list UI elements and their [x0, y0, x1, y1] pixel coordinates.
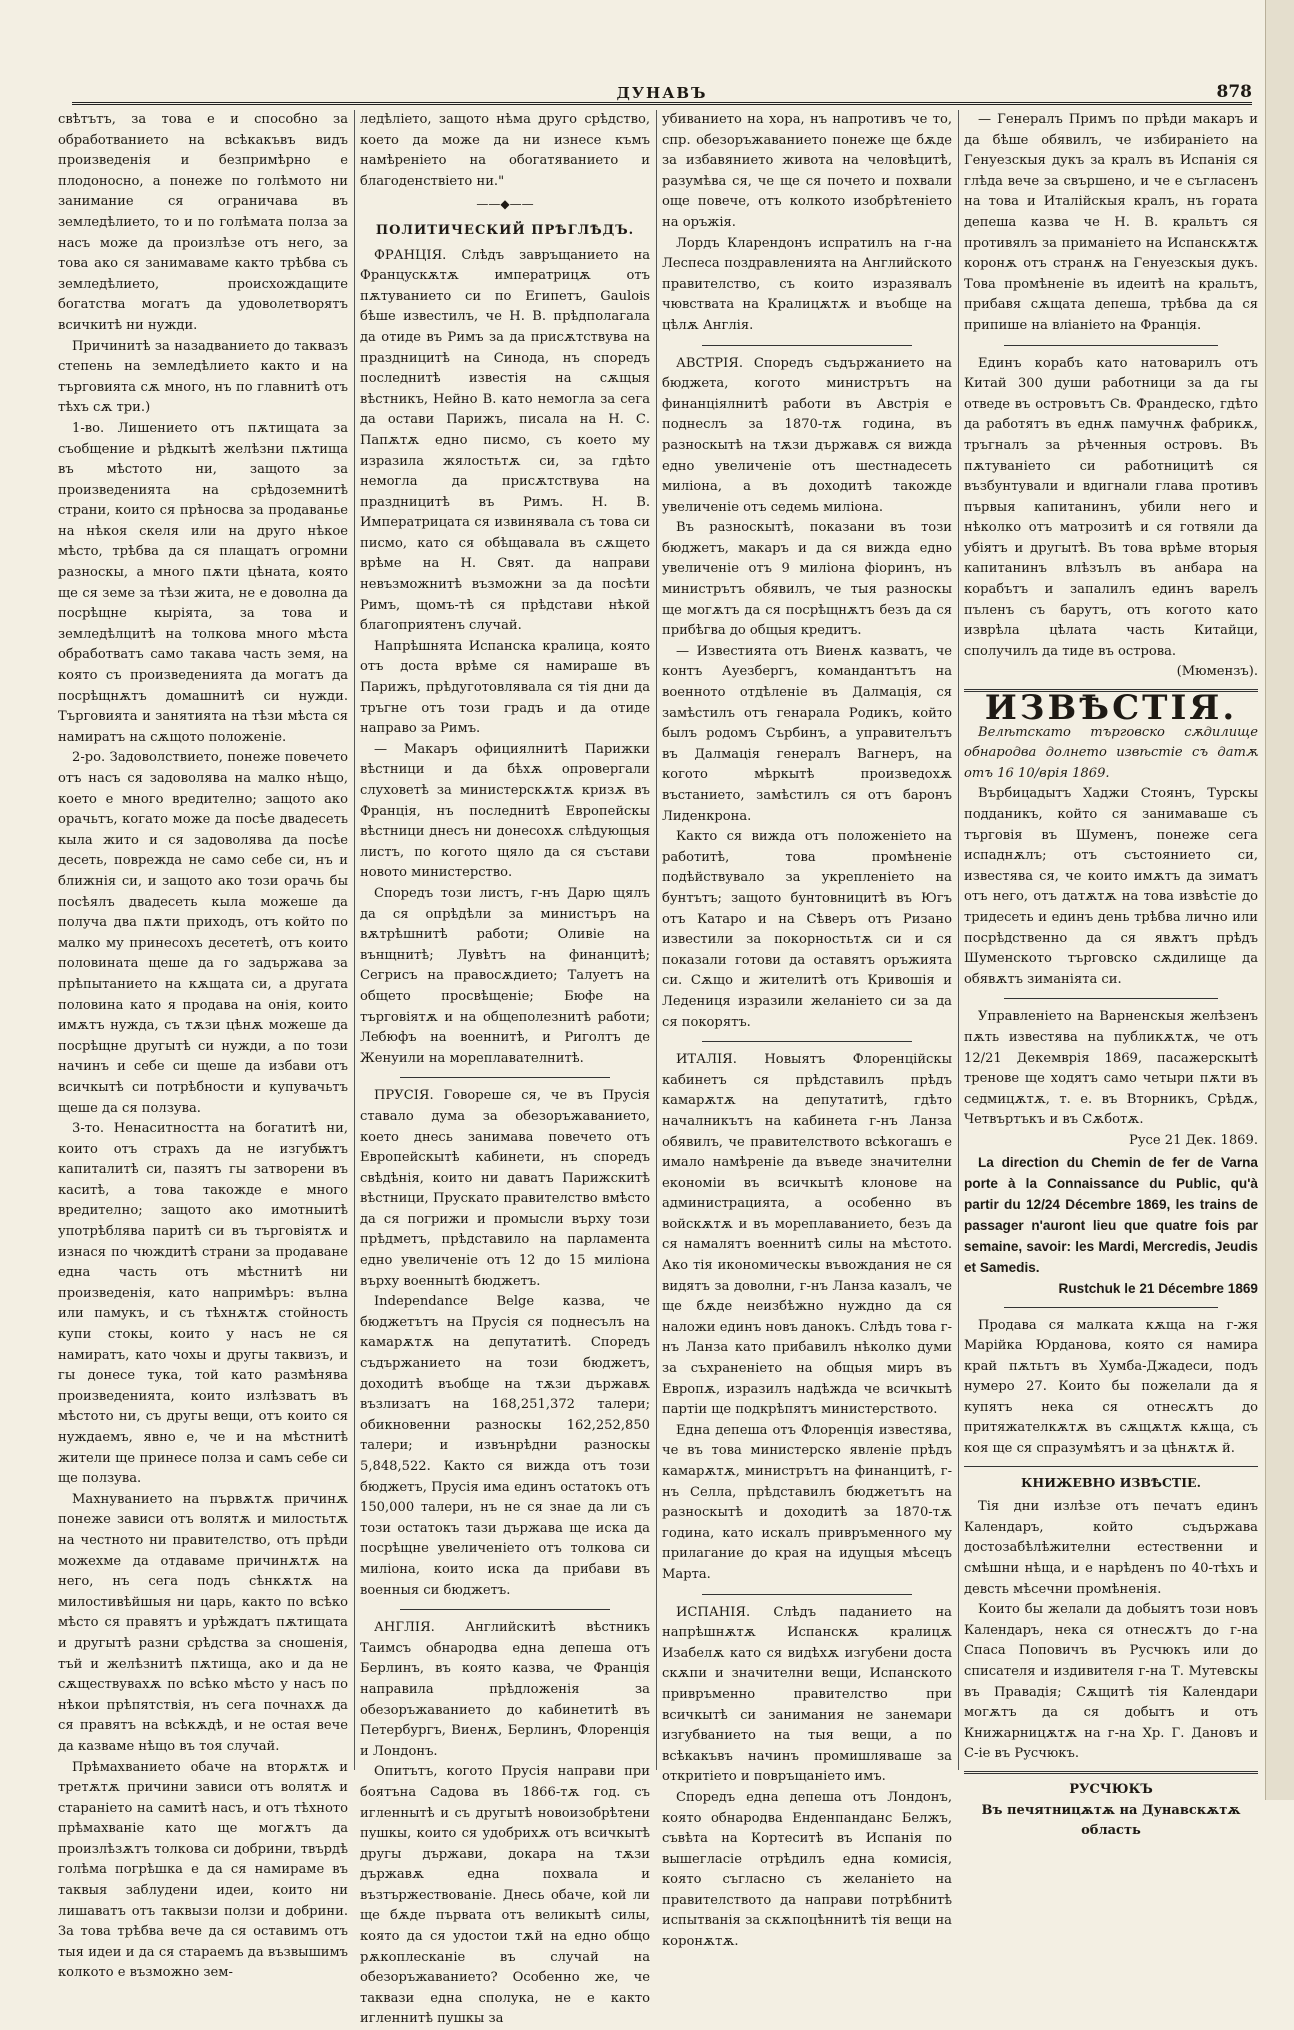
- french-notice: La direction du Chemin de fer de Varna porte à la Connaissance du Public, qu'à partir du 12/24 Décembre 1869, les trains de passager n'auront lieu que quatre fois par semaine, savoir: les Mardi, Mercredis, Jeudis et Samedis.: [964, 1154, 1258, 1275]
- divider: [702, 345, 912, 346]
- masthead: [72, 84, 1252, 106]
- double-divider: [964, 1771, 1258, 1774]
- paragraph: ФРАНЦІЯ. Слѣдъ завръщанието на Францускѫтѫ императрицѫ отъ пѫтуванието си по Египетъ, Gaulois бѣше известилъ, че Н. В. прѣдполагала да отиде въ Римъ за да присѫтствува на праздницитѣ на Синода, нъ споредъ последнитѣ известія на сѫщыя вѣстникъ, Нейно В. като немогла за сега да остави Парижъ, писала на Н. С. Папѫтѫ едно писмо, съ което му изразила жялостьтѫ си, за гдѣто немогла да присѫтствува на праздницитѣ въ Римъ. Н. В. Императрицата ся извинявала съ това си писмо, като ся обѣщавала въ сѫщето врѣме на Н. Свят. да направи невъзможнитѣ възможни за да посѣти Римъ, щомъ-тѣ ся прѣдстави нѣкой благоприятенъ случай.: [360, 247, 650, 634]
- paragraph: Въ разноскытѣ, показани въ този бюджетъ, макаръ и да ся вижда едно увеличеніе отъ 9 миліона фіоринъ, нъ министрътъ обявилъ, че тыя разноскы ще могѫтъ да ся посрѣщнѫтъ безъ да ся прибѣгва до общыя кредитъ.: [662, 520, 952, 639]
- paragraph: Както ся вижда отъ положеніето на работитѣ, това промѣненіе подѣйствувало за укрепленіето на бунтътъ; защото бунтовницитѣ въ Югъ отъ Катаро и на Сѣверъ отъ Ризано известили за покорностьтѫ си и ся показали готови да оставятъ оръжията си. Сѫщо и жителитѣ отъ Кривошія и Ледениця изразили желаніето си за да ся покорятъ.: [662, 829, 952, 1030]
- divider: [400, 1609, 610, 1610]
- news-heading: ИЗВѢСТІЯ.: [984, 688, 1238, 729]
- divider: [702, 1594, 912, 1595]
- paragraph: — Известията отъ Виенѫ казватъ, че контъ Ауезбергъ, командантътъ на военното отдѣленіе въ Далмація, ся замѣстилъ отъ генарала Родикъ, който былъ родомъ Сърбинъ, а управителътъ въ Далмація генералъ Вагнеръ, на когото мѣркытѣ произведохѫ въстанието, замѣстилъ ся отъ баронъ Лиденкрона.: [662, 643, 952, 824]
- paragraph: АНГЛІЯ. Английскитѣ вѣстникъ Таимсъ обнародва една депеша отъ Берлинъ, въ която казва, че Франція направила прѣдложенія за обезоръжаванието до кабинетитѣ въ Петербургъ, Виенѫ, Берлинъ, Флоренція и Лондонъ.: [360, 1620, 650, 1759]
- article-columns: [58, 110, 1258, 2027]
- column-2: [360, 110, 650, 2027]
- paragraph: Споредъ този листъ, г-нъ Дарю щялъ да ся опрѣдѣли за министъръ на вѫтрѣшнитѣ работи; Оливіе на вънщнитѣ; Лувѣтъ на финанцитѣ; Сегрисъ на правосѫдието; Талуетъ на общето просвѣщеніе; Бюфе на търговіятѫ и на общеполезнитѣ работи; Лебюфъ на военнитѣ, и Риголтъ де Женуили на мореплавателнитѣ.: [360, 885, 650, 1066]
- literary-notice-heading: КНИЖЕВНО ИЗВѢСТІЕ.: [1021, 1474, 1201, 1490]
- paragraph: ИСПАНІЯ. Слѣдъ паданието на напрѣшнѫтѫ Испанскѫ кралицѫ Изабелѫ като ся видѣхѫ изгубени доста скѫпи и значителни вещи, Испанското привръменно правителство при всичкытѣ си занимания не занемари изгубванието на тыя вещи, а по всѣкакъвъ начинъ промишляваше за откритіето и повръщаніето имъ.: [662, 1604, 952, 1785]
- paragraph: Махнуванието на първѫтѫ причинѫ понеже зависи отъ волятѫ и милостьтѫ на честното ни правителство, отъ прѣди можехме да отдаваме причинѫтѫ на него, нъ сега подъ сѣнкѫтѫ на милостивѣйшыя ни царь, както по всѣко мѣсто ся правятъ и урѣждатъ пѫтищата и другытѣ разни срѣдства за сношенія, тъй и желѣзнитѣ пѫтища, ако и да не сѫществувахѫ по всѣко мѣсто у насъ по нѣкои прѣпятствія, нъ сега почнахѫ да ся правятъ на всѣкѫдѣ, и не остая вече да казваме нѣщо въ тоя случай.: [58, 1491, 348, 1754]
- paragraph: ПРУСІЯ. Говореше ся, че въ Прусія ставало дума за обезоръжаванието, което днесь занимава повечето отъ Европейскытѣ кабинети, нъ споредъ свѣдѣнія, които ни даватъ Парижскитѣ вѣстници, Прускато правителство вмѣсто да ся погрижи и промысли върху този прѣдметъ, прѣдставило на парламента едно увеличеніе отъ 12 до 15 миліона върху военнытѣ бюджетъ.: [360, 1088, 650, 1289]
- notice-date: Русе 21 Дек. 1869.: [1129, 1132, 1258, 1148]
- column-1: [58, 110, 348, 1981]
- column-divider: [354, 110, 355, 1770]
- imprint-city: РУСЧЮКЪ: [1069, 1781, 1153, 1797]
- divider: [1004, 998, 1218, 999]
- paragraph: Единъ корабъ като натоварилъ отъ Китай 300 души работници за да гы отведе въ островътъ Св. Франдеско, гдѣто да работятъ въ еднѫ памучнѫ фабрикѫ, тръгналъ за рѣченныя островъ. Въ пѫтуваніето си работницитѣ ся възбунтували и вдигнали глава противъ първыя капитанинъ, убили него и нѣколко отъ матрозитѣ и ся готвяли да убіятъ и другытѣ. Въ това врѣме вторыя капитанинъ влѣзълъ въ анбара на корабътъ и запалилъ единъ варелъ пъленъ съ барутъ, отъ когото като изврѣла цѣлата часть Китайци, сполучилъ да тиде въ острова.: [964, 355, 1258, 659]
- paragraph: 1-во. Лишението отъ пѫтищата за съобщение и рѣдкытѣ желѣзни пѫтища въ мѣстото ни, защото за произведенията на срѣдоземнитѣ страни, които ся прѣносва за продаванье на нѣкоя скеля или на друго нѣкое мѣсто, трѣбва да ся плащатъ огромни разноскы, а много пѫти цѣната, която ще ся земе за тѣзи жита, не е доволна да посрѣщне кыріята, за това и земледѣлцитѣ на толкова много мѣста обработватъ само такава часть земя, на която съ произведенията да могатъ да посрѣщнѫтъ домашнитѣ си нужди. Търговията и занятията на тѣзи мѣста ся намиратъ на сѫщото положеніе.: [58, 420, 348, 745]
- paragraph: Които бы желали да добыятъ този новъ Календаръ, нека ся отнесѫтъ до г-на Спаса Поповичъ въ Русчюкъ или до списателя и издивителя г-на Т. Мутевскы въ Правадія; Сѫщитѣ тія Календари могѫтъ да ся добытъ и отъ Книжарницѫтѫ на г-на Хр. Г. Дановъ и С-іе въ Русчюкъ.: [964, 1602, 1258, 1762]
- paragraph: ИТАЛІЯ. Новыятъ Флоренційскы кабинетъ ся прѣдставилъ прѣдъ камарѫтѫ на депутатитѣ, гдѣто началникътъ на кабинета г-нъ Ланза обявилъ, че правителството всѣкогашъ е имало намѣреніе да въведе значителни економіи въ всичкытѣ клонове на администрацията, а особенно въ войскѫтѫ и въ мореплаванието, безъ да ся намалятъ военнитѣ силы на мѣстото. Ако тія икономическы въвождания не ся видятъ за доволни, г-нъ Ланза казалъ, че ще бѫде неизбѣжно нуждно да ся наложи единъ новъ данокъ. Слѣдъ това г-нъ Ланза като прибавилъ нѣколко думи за съхраненіето на общыя миръ въ Европѫ, изразилъ надѣжда че всичкытѣ партіи ще подкрѣпятъ министерството.: [662, 1052, 952, 1418]
- paragraph: Управленіето на Варненскыя желѣзенъ пѫть известява на публикѫтѫ, че отъ 12/21 Декемврія 1869, пасажерскытѣ тренове ще ходятъ само четыри пѫти въ седмицѫтѫ, т. е. въ Вторникъ, Срѣдѫ, Четвъртъкъ и въ Сѫботѫ.: [964, 1009, 1258, 1128]
- page-number: 878: [1216, 82, 1252, 102]
- paragraph: Лордъ Кларендонъ испратилъ на г-на Леспеса поздравленията на Английското правителство, съ които изразявалъ чювствата на Кралицѫтѫ и въобще на цѣлѫ Англія.: [662, 235, 952, 333]
- paragraph: Опитътъ, когото Прусія направи при боятъна Садова въ 1866-тѫ год. съ игленнытѣ и съ другытѣ новоизобрѣтени пушкы, които ся удобрихѫ отъ всичкытѣ другы държави, докара на тѫзи държавѫ една похвала и възтържествованіе. Днесь обаче, кой ли ще бѫде първата отъ великытѣ силы, която да ся удостои тѫй на едно общо рѫкоплесканіе въ случай на обезоръжаванието? Особенно же, че таквази една сполука, не е както игленнитѣ пушкы за: [360, 1764, 650, 2027]
- sale-notice: Продава ся малката кѫща на г-жя Марійка Юрданова, която ся намира край пѫтьтъ въ Хумба-Джадеси, подъ нумеро 27. Които бы пожелали да я купятъ нека ся отнесѫтъ до притяжателкѫтѫ въ сѫщѫтѫ кѫща, съ коя ще ся спразумѣятъ и за цѣнѫтѫ й.: [964, 1317, 1258, 1457]
- divider: [964, 1466, 1258, 1467]
- column-3: [662, 110, 952, 1950]
- paragraph: АВСТРІЯ. Споредъ съдържанието на бюджета, когото министрътъ на финанціялнитѣ работи въ Австрія е поднеслъ за 1870-тѫ година, въ разноскытѣ на тѫзи държавѫ ся вижда едно увеличеніе отъ шестнадесеть миліона, а въ доходитѣ такожде увеличеніе отъ седемь миліона.: [662, 355, 952, 515]
- newspaper-title: ДУНАВЪ: [616, 84, 708, 102]
- paragraph: Тія дни излѣзе отъ печатъ единъ Календаръ, който съдържава достозабѣлѣжителни естественни и смѣшни нѣща, и е нарѣденъ по 40-тѣхъ и девсть мѣсечни промѣненія.: [964, 1499, 1258, 1597]
- paragraph: Върбицадытъ Хаджи Стоянъ, Турскы подданикъ, който ся занимаваше съ търговія въ Шуменъ, понеже сега испаднѫлъ; отъ състоянието си, известява ся, че които имѫтъ да зиматъ отъ него, отъ датѫтѫ на това извѣстіе до тридесеть и единъ день трѣбва лично или посрѣдственно да ся явѫтъ прѣдъ Шуменското търговско сѫдилище да обявѫтъ зиманіята си.: [964, 786, 1258, 987]
- paragraph: Една депеша отъ Флоренція известява, че въ това министерско явленіе прѣдъ камарѫтѫ, министрътъ на финанцитѣ, г-нъ Селла, прѣдставилъ бюджетътъ на разноскытѣ и доходитѣ за 1870-тѫ година, като искалъ привръменного му прилагание до края на идущыя мѣсецъ Марта.: [662, 1422, 952, 1582]
- page-edge: [1265, 0, 1294, 1800]
- paragraph: ледѣліето, защото нѣма друго срѣдство, което да може да ни изнесе къмъ намѣреніето на обогатяванието и благоденствіето ни.": [360, 112, 650, 189]
- paragraph: Прѣмахванието обаче на вторѫтѫ и третѫтѫ причини зависи отъ волятѫ и стараніето на самитѣ насъ, и отъ тѣхното прѣмахваніе като ще могѫтъ да произлѣзѫтъ толкова си добрини, твърдѣ голѣма погрѣшка е да ся намираме въ таквыя заблудени идеи, които ни лишаватъ отъ таквызи ползи и добрини. За това трѣбва вече да ся оставимъ отъ тыя идеи и да ся стараемъ да възвышимъ колкото е възможно зем-: [58, 1759, 348, 1981]
- divider: [400, 1077, 610, 1078]
- column-4: [964, 110, 1258, 1839]
- divider: [1004, 1307, 1218, 1308]
- paragraph: — Макаръ официялнитѣ Парижки вѣстници и да бѣхѫ опровергали слуховетѣ за министерскѫтѫ кризѫ въ Франція, нъ последнитѣ Европейскы вѣстници днесъ ни донесохѫ слѣдующыя листъ, по когото щяло да ся състави новото министерство.: [360, 741, 650, 881]
- masthead-rule: [72, 102, 1252, 105]
- source-credit: (Мюмензъ).: [1176, 664, 1258, 680]
- paragraph: — Генералъ Примъ по прѣди макаръ и да бѣше обявилъ, че избираніето на Генуезскыя дукъ за кралъ въ Испанія ся глѣда вече за свършено, и че е съгласенъ на това и Италійскыя кралъ, нъ гората депеша казва че Н. В. кральтъ ся противялъ за приманіето на Испанскѫтѫ коронѫ отъ странѫ на Генуезскыя дукъ. Това промѣненіе въ идеитѣ на кральтъ, прибавя сѫщата депеша, трѣбва да ся припише на вліаніето на Франція.: [964, 112, 1258, 333]
- paragraph: 3-то. Ненаситността на богатитѣ ни, които отъ страхъ да не изгубѭтъ капиталитѣ си, пазятъ гы затворени въ каситѣ, а това такожде е много вредително; защото ако имотныитѣ употрѣблява паритѣ си въ търговіятѫ и изнася по чюждитѣ страни за продаване една часть отъ мѣстнитѣ ни произведенія, като напримѣръ: вълна или памукъ, и съ тѣхнѫтѫ стойность купи стокы, които у насъ не ся намиратъ, като чохы и другы таквизъ, и гы донесе тука, той като размѣнява произведенията, които излѣзватъ въ мѣстото ни, съ другы вещи, отъ които ся нуждаемъ, явно е, че и на мѣстнитѣ жители ще принесе полза и самъ себе си ще ползува.: [58, 1121, 348, 1487]
- imprint-press: Въ печятницѫтѫ на Дунавскѫтѫ область: [981, 1802, 1241, 1839]
- paragraph: Напрѣшнята Испанска кралица, която отъ доста врѣме ся намираше въ Парижъ, прѣдуготовлявала ся тія дни да тръгне отъ този градъ и да отиде направо за Римъ.: [360, 638, 650, 737]
- column-divider: [656, 110, 657, 1770]
- news-subheading: Велѣтскато търговско сѫдилище обнародва долнето извѣстіе съ датѫ отъ 16 10/врія 1869.: [964, 724, 1258, 781]
- french-notice-date: Rustchuk le 21 Décembre 1869: [1058, 1280, 1258, 1296]
- divider: [702, 1041, 912, 1042]
- paragraph: свѣтътъ, за това е и способно за обработванието на всѣкакъвъ видъ произведенія и безпримѣрно е плодоносно, а понеже по голѣмото ни занимание ся ограничава въ земледѣлието, то и по голѣмата полза за насъ може да произлѣзе отъ него, за това ако ся занимаваме както трѣбва съ земледѣлието, происхождащите богатства могатъ да удоволетворятъ всичкитѣ ни нужди.: [58, 112, 348, 333]
- paragraph: 2-ро. Задоволствието, понеже повечето отъ насъ ся задоволява на малко нѣщо, което е много вредително; защото ако орачьтъ, когато може да посѣе двадесеть кыла жито и ся задоволява да посѣе десеть, повреждa не само себе си, нъ и ближнія си, и защото ако този орачь бы посѣялъ двадесеть кыла можеше да получа два пѫти приходъ, отъ който по малко му принесохъ десететѣ, отъ които половината щеше да го задържава за прѣпытанието на кѫщата си, а другата половина като я продава на онія, които имѫтъ нужда, съ тѫзи цѣнѫ можеше да посрѣщне другытѣ си нужди, а по този начинъ и себе си щеше да избави отъ всичкытѣ си потрѣбности и купувачьтъ щеше да ся ползува.: [58, 750, 348, 1116]
- paragraph: Причинитѣ за назадванието до таквазъ степень на земледѣлието както и на търговията сѫ много, нъ по главнитѣ отъ тѣхъ сѫ три.): [58, 338, 348, 416]
- paragraph: убиванието на хора, нъ напротивъ че то, спр. обезоръжаванието понеже ще бѫде за избавянието живота на человѣцитѣ, разумѣва ся, че ще ся почето и похвали още повече, отъ колкото изобрѣтеніето на оръжія.: [662, 112, 952, 230]
- paragraph: Independance Belge казва, че бюджетътъ на Прусія ся поднесълъ на камарѫтѫ на депутатитѣ. Споредъ съдържанието на този бюджетъ, доходитѣ въобще на тѫзи държавѫ възлизатъ на 168,251,372 талери; обикновенни разноскы 162,252,850 талери; и извънрѣдни разноскы 5,848,522. Както ся вижда отъ този бюджетъ, Прусія има единъ остатокъ отъ 150,000 талери, нъ не ся знае да ли съ този остатокъ тази държава ще иска да посрѣщне увеличеніето отъ толкова си миліона, които иска да прибави въ военныя си бюджетъ.: [360, 1294, 650, 1598]
- paragraph: Споредъ една депеша отъ Лондонъ, която обнародва Енденпанданс Белжъ, съвѣта на Кортеситѣ въ Испанія по вышеглаcіе отрѣдилъ една комисія, която съгласно съ желаніето на правителството да направи потрѣбнитѣ испытванія за скѫпоцѣннитѣ тія вещи на коронѫтѫ.: [662, 1789, 952, 1950]
- ornament-divider: ——◆——: [476, 197, 534, 212]
- section-title: ПОЛИТИЧЕСКИЙ ПРѢГЛѢДЪ.: [375, 222, 635, 238]
- divider: [1004, 345, 1218, 346]
- column-divider: [958, 110, 959, 1770]
